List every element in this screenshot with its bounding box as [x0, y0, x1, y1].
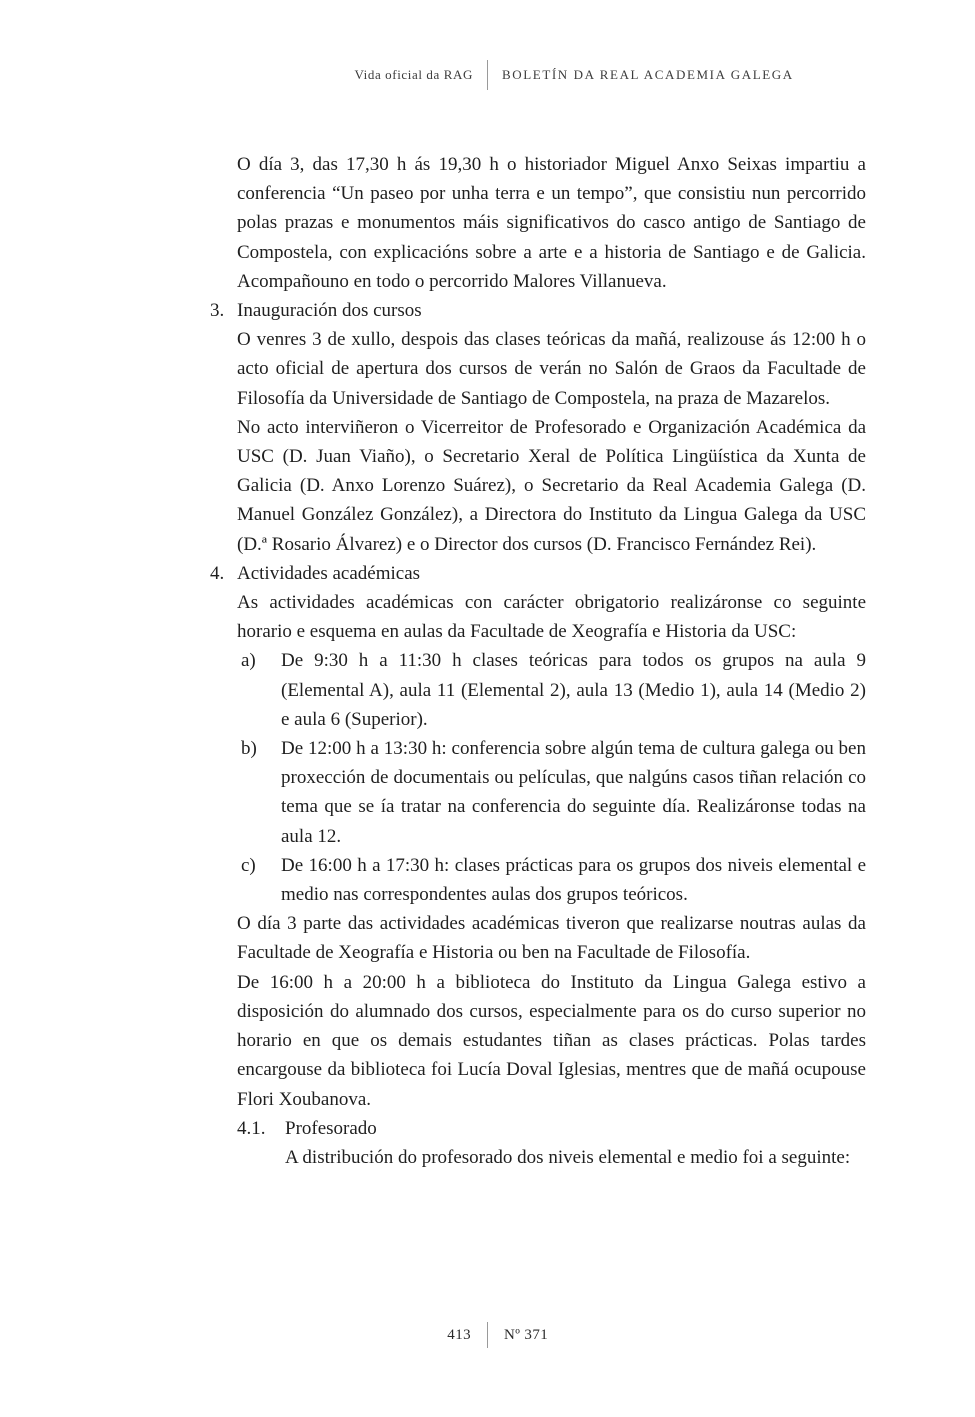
page-header: [0, 60, 975, 90]
issue-number: Nº 371: [504, 1327, 549, 1343]
header-journal-title: BOLETÍN DA REAL ACADEMIA GALEGA: [502, 67, 794, 82]
list-item: [210, 851, 866, 909]
paragraph: O día 3 parte das actividades académicas tiveron que realizarse noutras aulas da Facultade de Xeografía e Historia ou ben na Facultade de Filosofía.: [237, 913, 866, 964]
item-text: De 9:30 h a 11:30 h clases teóricas para todos os grupos na aula 9 (Elemental A), aula 11 (Elemental 2), aula 13 (Medio 1), aula 14 (Medio 2) e aula 6 (Superior).: [281, 650, 866, 730]
item-marker: a): [241, 650, 256, 672]
item-text: Actividades académicas: [237, 562, 421, 584]
item-marker: c): [241, 854, 256, 876]
header-section-title: Vida oficial da RAG: [354, 67, 473, 82]
item-text: De 12:00 h a 13:30 h: conferencia sobre algún tema de cultura galega ou ben proxección de documentais ou películas, que nalgúns casos tiñan relación co tema que se ía tratar na conferencia do seguinte día. Realizáronse todas na aula 12.: [281, 738, 866, 847]
page-footer: [0, 1322, 975, 1348]
page-number: 413: [447, 1327, 471, 1343]
paragraph: De 16:00 h a 20:00 h a biblioteca do Instituto da Lingua Galega estivo a disposición do alumnado dos cursos, especialmente para os do curso superior no horario en que os demais estudantes tiñan as clases prácticas. Polas tardes encargouse da biblioteca foi Lucía Doval Iglesias, mentres que de mañá ocupouse Flori Xoubanova.: [237, 971, 866, 1110]
item-marker: b): [241, 738, 257, 760]
list-item: [210, 734, 866, 851]
paragraph: As actividades académicas con carácter obrigatorio realizáronse co seguinte horario e esquema en aulas da Facultade de Xeografía e Historia da USC:: [237, 592, 866, 643]
item-marker: 4.: [210, 562, 225, 584]
document-body: [210, 150, 866, 1172]
list-item: [210, 1114, 866, 1143]
item-text: De 16:00 h a 17:30 h: clases prácticas para os grupos dos niveis elemental e medio nas correspondentes aulas dos grupos teóricos.: [281, 854, 866, 906]
item-text: Inauguración dos cursos: [237, 300, 422, 322]
item-marker: 3.: [210, 300, 225, 322]
paragraph: O día 3, das 17,30 h ás 19,30 h o historiador Miguel Anxo Seixas impartiu a conferencia “Un paseo por unha terra e un tempo”, que consistiu nun percorrido polas prazas e monumentos máis significativos do casco antigo de Santiago de Compostela, con explicacións sobre a arte e a historia de Santiago e de Galicia. Acompañouno en todo o percorrido Malores Villanueva.: [237, 154, 866, 292]
list-item: [210, 646, 866, 734]
list-item: [210, 559, 866, 588]
list-item: [210, 296, 866, 325]
paragraph: No acto interviñeron o Vicerreitor de Profesorado e Organización Académica da USC (D. Juan Viaño), o Secretario Xeral de Política Lingüística da Xunta de Galicia (D. Anxo Lorenzo Suárez), o Secretario da Real Academia Galega (D. Manuel González González), a Directora do Instituto da Lingua Galega da USC (D.ª Rosario Álvarez) e o Director dos cursos (D. Francisco Fernández Rei).: [237, 416, 866, 555]
paragraph: O venres 3 de xullo, despois das clases teóricas da mañá, realizouse ás 12:00 h o acto oficial de apertura dos cursos de verán no Salón de Graos da Facultade de Filosofía da Universidade de Santiago de Compostela, na praza de Mazarelos.: [237, 329, 866, 409]
item-text: Profesorado: [285, 1117, 377, 1139]
item-marker: 4.1.: [237, 1117, 266, 1139]
paragraph: A distribución do profesorado dos niveis elemental e medio foi a seguinte:: [285, 1146, 851, 1168]
